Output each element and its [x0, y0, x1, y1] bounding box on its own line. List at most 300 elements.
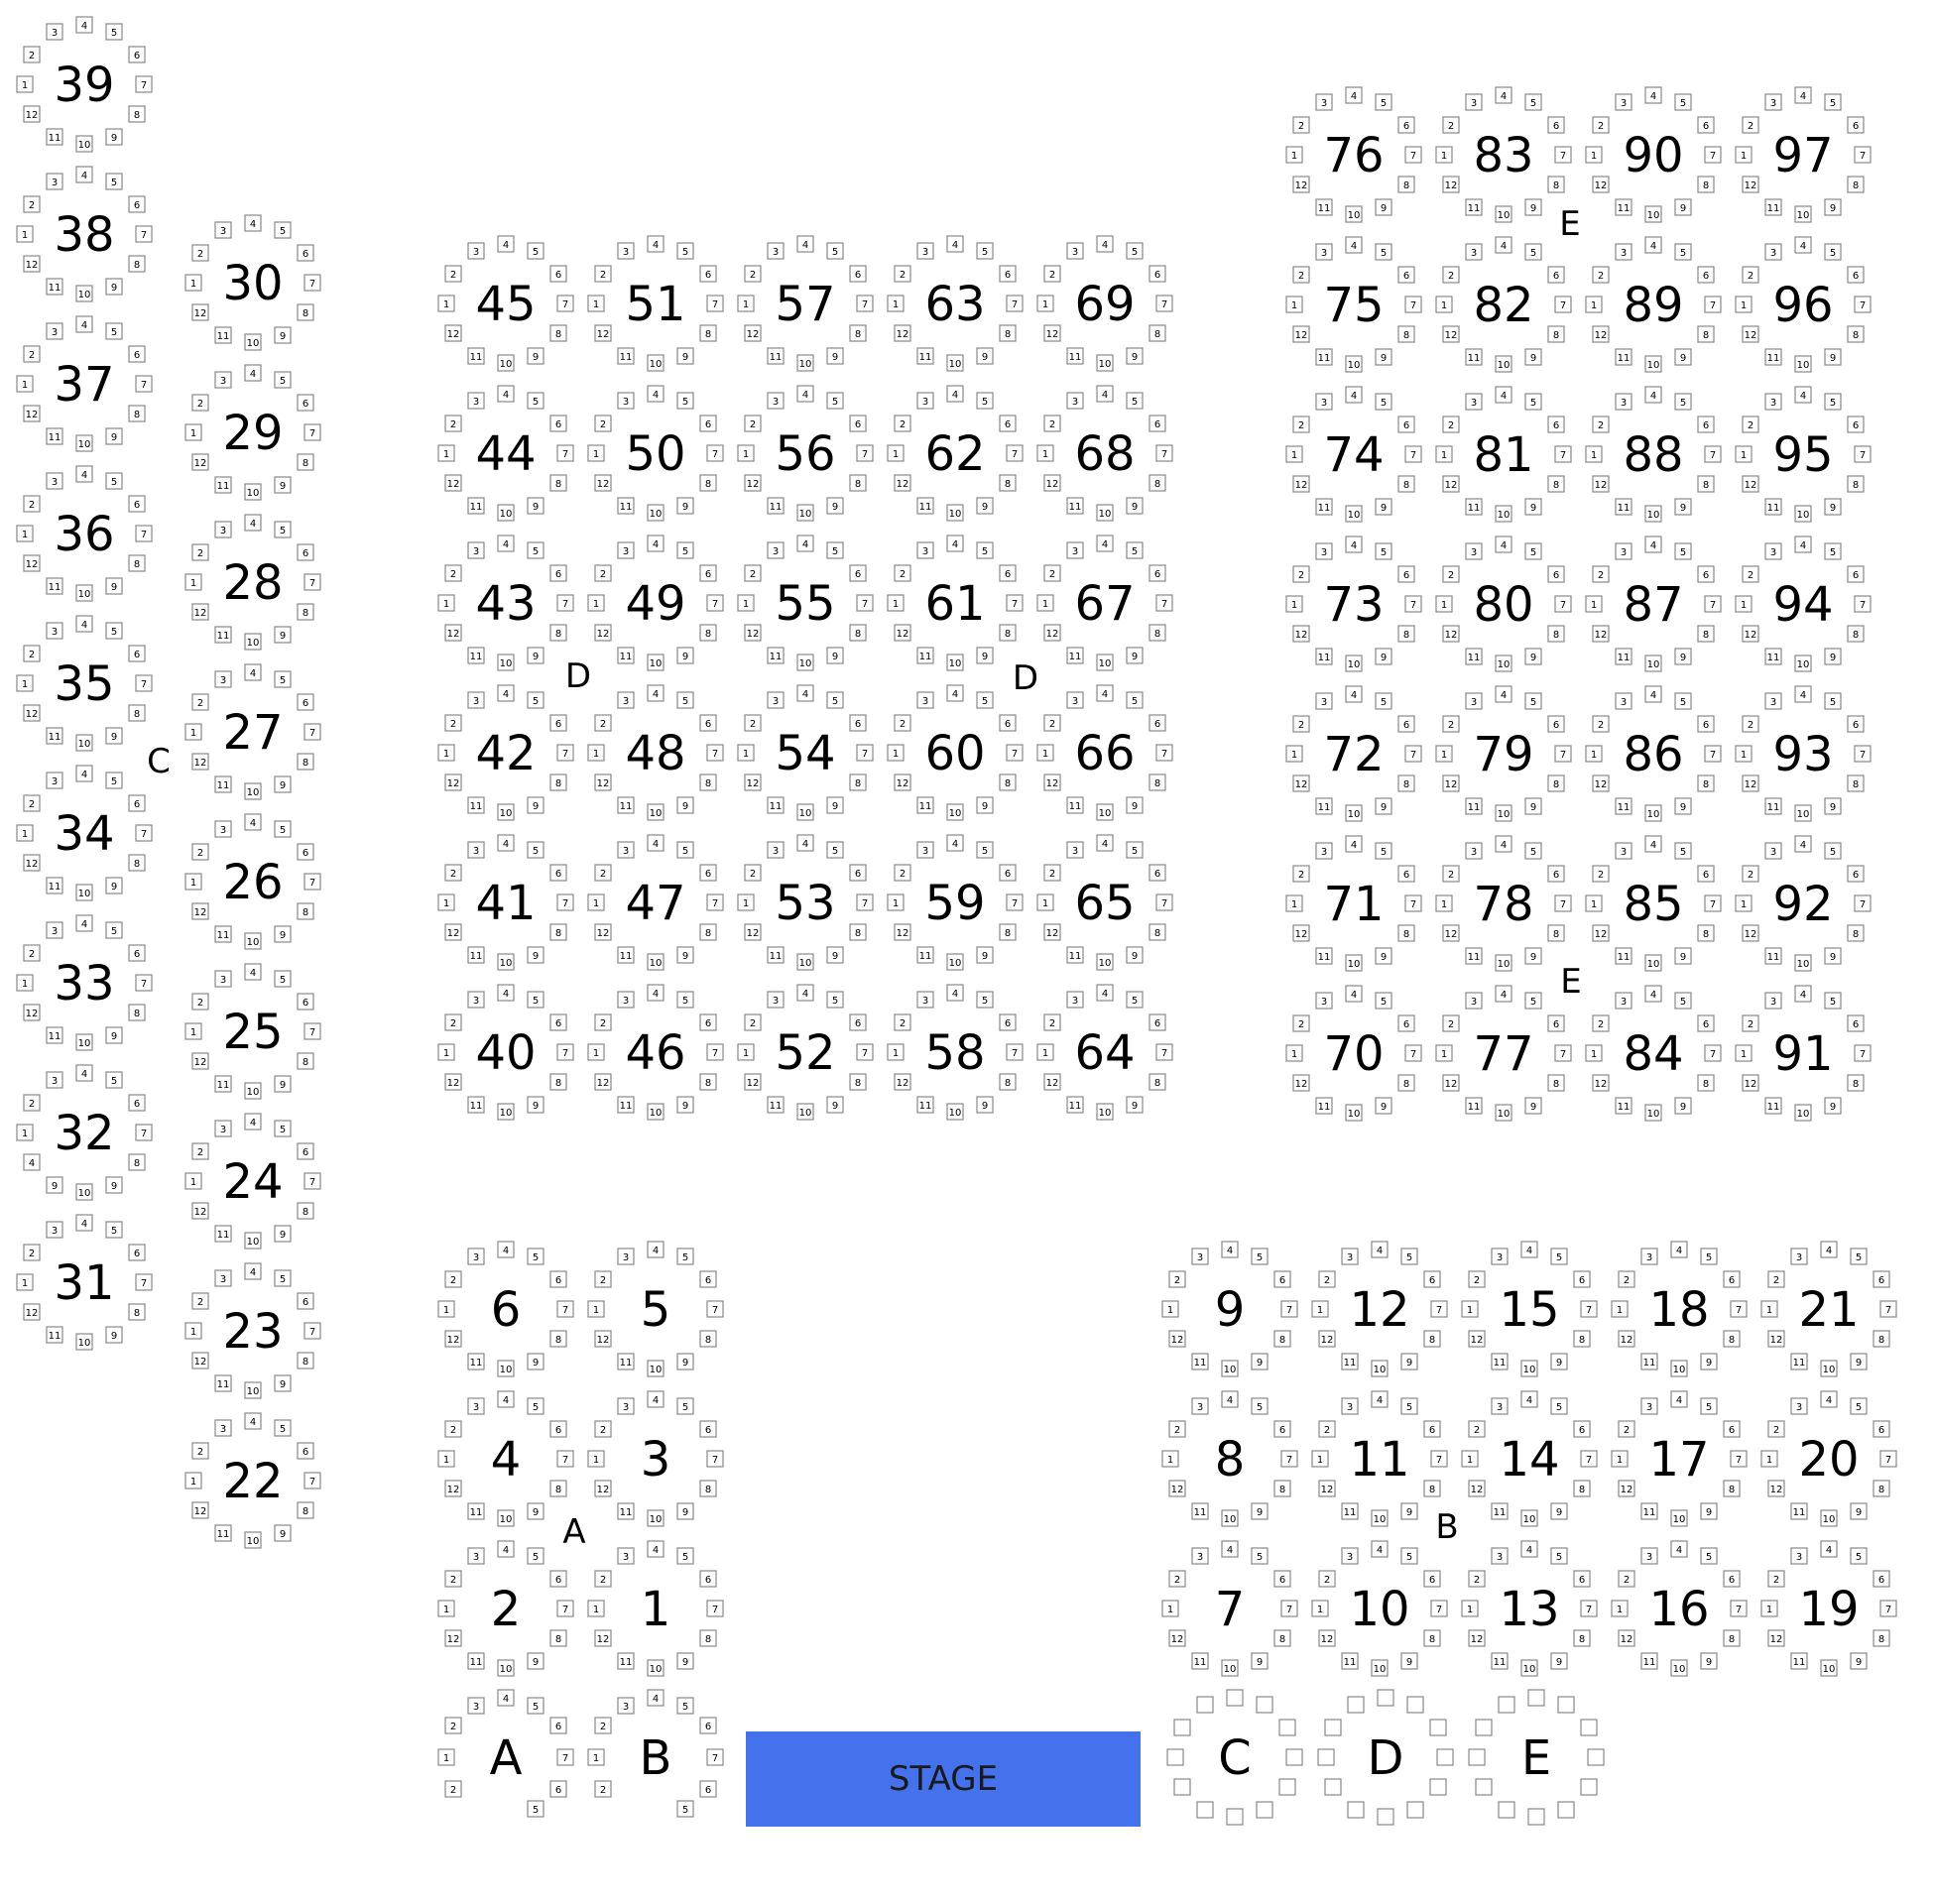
seat[interactable] — [245, 664, 261, 680]
seat[interactable] — [528, 842, 544, 858]
seat[interactable] — [1671, 1242, 1687, 1257]
seat[interactable] — [550, 1331, 566, 1347]
seat[interactable] — [1645, 1105, 1661, 1121]
seat[interactable] — [1848, 1075, 1864, 1091]
seat[interactable] — [1761, 1601, 1777, 1616]
seat[interactable] — [1149, 1074, 1165, 1090]
seat[interactable] — [1405, 1045, 1421, 1061]
seat[interactable] — [977, 842, 993, 858]
table-91[interactable] — [1736, 986, 1871, 1121]
seat[interactable] — [76, 286, 92, 301]
seat[interactable] — [47, 473, 62, 489]
seat[interactable] — [1097, 386, 1113, 402]
seat[interactable] — [1768, 1421, 1784, 1437]
seat[interactable] — [1551, 1548, 1567, 1564]
seat[interactable] — [1548, 716, 1564, 732]
seat[interactable] — [797, 1104, 813, 1120]
seat[interactable] — [1162, 1601, 1178, 1616]
seat[interactable] — [275, 671, 291, 687]
seat[interactable] — [215, 1525, 231, 1541]
seat[interactable] — [136, 975, 152, 991]
seat[interactable] — [129, 795, 145, 811]
table-61[interactable] — [888, 536, 1023, 670]
seat[interactable] — [1316, 649, 1332, 664]
seat[interactable] — [1731, 1451, 1747, 1467]
table-96[interactable] — [1736, 237, 1871, 372]
seat[interactable] — [1312, 1601, 1328, 1616]
seat[interactable] — [595, 924, 611, 940]
table-44[interactable] — [438, 386, 573, 521]
seat[interactable] — [1127, 947, 1143, 963]
seat[interactable] — [1743, 566, 1758, 582]
seat[interactable] — [445, 1421, 461, 1437]
seat[interactable] — [1743, 1075, 1758, 1091]
seat[interactable] — [595, 1271, 611, 1287]
seat[interactable] — [648, 505, 664, 521]
seat[interactable] — [1044, 475, 1060, 491]
seat[interactable] — [1795, 836, 1811, 852]
seat[interactable] — [468, 648, 484, 663]
seat[interactable] — [557, 745, 573, 761]
seat[interactable] — [192, 1443, 208, 1459]
seat[interactable] — [1000, 924, 1016, 940]
seat[interactable] — [588, 1044, 604, 1060]
seat[interactable] — [768, 393, 784, 409]
seat[interactable] — [677, 1097, 693, 1113]
seat[interactable] — [1227, 1690, 1243, 1706]
seat[interactable] — [917, 393, 933, 409]
table-64[interactable] — [1037, 985, 1172, 1120]
table-38[interactable] — [17, 167, 152, 301]
seat[interactable] — [1795, 536, 1811, 552]
seat[interactable] — [595, 625, 611, 641]
seat[interactable] — [445, 1630, 461, 1646]
seat[interactable] — [1593, 267, 1609, 283]
table-66[interactable] — [1037, 685, 1172, 820]
seat[interactable] — [797, 804, 813, 820]
seat[interactable] — [1743, 416, 1758, 432]
seat[interactable] — [1581, 1779, 1597, 1795]
seat[interactable] — [1398, 626, 1414, 642]
seat[interactable] — [1675, 244, 1691, 260]
seat[interactable] — [1645, 356, 1661, 372]
seat[interactable] — [1007, 445, 1023, 461]
seat[interactable] — [1007, 296, 1023, 311]
seat[interactable] — [528, 243, 544, 259]
seat[interactable] — [1701, 1249, 1717, 1264]
seat[interactable] — [1821, 1660, 1837, 1676]
seat[interactable] — [1574, 1481, 1590, 1496]
table-25[interactable] — [185, 964, 320, 1099]
seat[interactable] — [1127, 542, 1143, 558]
seat[interactable] — [1736, 297, 1752, 312]
seat[interactable] — [1325, 1720, 1341, 1735]
seat[interactable] — [1466, 349, 1482, 365]
seat[interactable] — [47, 24, 62, 40]
seat[interactable] — [1149, 625, 1165, 641]
seat[interactable] — [1286, 297, 1302, 312]
seat[interactable] — [1525, 693, 1541, 709]
seat[interactable] — [1496, 986, 1511, 1002]
seat[interactable] — [1765, 349, 1781, 365]
seat[interactable] — [1346, 986, 1362, 1002]
seat[interactable] — [1645, 387, 1661, 403]
seat[interactable] — [106, 922, 122, 938]
seat[interactable] — [275, 627, 291, 643]
seat[interactable] — [129, 256, 145, 272]
seat[interactable] — [648, 1242, 664, 1257]
seat[interactable] — [304, 424, 320, 440]
seat[interactable] — [1293, 326, 1309, 342]
seat[interactable] — [850, 1074, 866, 1090]
seat[interactable] — [1316, 394, 1332, 410]
seat[interactable] — [1671, 1391, 1687, 1407]
seat[interactable] — [550, 1571, 566, 1587]
table-69[interactable] — [1037, 236, 1172, 371]
seat[interactable] — [857, 745, 873, 761]
seat[interactable] — [1645, 805, 1661, 821]
seat[interactable] — [528, 1249, 544, 1264]
seat[interactable] — [1437, 1749, 1453, 1765]
seat[interactable] — [1675, 499, 1691, 515]
seat[interactable] — [1469, 1331, 1485, 1347]
seat[interactable] — [215, 1076, 231, 1092]
table-A[interactable] — [438, 1690, 573, 1817]
seat[interactable] — [1398, 1075, 1414, 1091]
seat[interactable] — [1593, 626, 1609, 642]
seat[interactable] — [1376, 499, 1391, 515]
seat[interactable] — [947, 505, 963, 521]
seat[interactable] — [136, 376, 152, 392]
seat[interactable] — [24, 1005, 40, 1020]
seat[interactable] — [1067, 243, 1083, 259]
seat[interactable] — [745, 774, 761, 790]
seat[interactable] — [498, 1660, 514, 1676]
seat[interactable] — [1346, 356, 1362, 372]
seat[interactable] — [1551, 1653, 1567, 1669]
seat[interactable] — [1586, 446, 1602, 462]
seat[interactable] — [677, 692, 693, 708]
seat[interactable] — [1398, 925, 1414, 941]
seat[interactable] — [1037, 445, 1053, 461]
seat[interactable] — [677, 947, 693, 963]
seat[interactable] — [1641, 1354, 1657, 1369]
seat[interactable] — [588, 1749, 604, 1765]
seat[interactable] — [588, 1601, 604, 1616]
seat[interactable] — [1316, 499, 1332, 515]
seat[interactable] — [445, 325, 461, 341]
seat[interactable] — [618, 1249, 634, 1264]
seat[interactable] — [1127, 348, 1143, 364]
table-24[interactable] — [185, 1114, 320, 1249]
seat[interactable] — [1492, 1503, 1508, 1519]
seat[interactable] — [618, 1097, 634, 1113]
seat[interactable] — [1619, 1481, 1634, 1496]
seat[interactable] — [245, 334, 261, 350]
table-8[interactable] — [1162, 1391, 1297, 1526]
seat[interactable] — [1698, 866, 1714, 882]
seat[interactable] — [1319, 1571, 1335, 1587]
seat[interactable] — [304, 1023, 320, 1039]
seat[interactable] — [1067, 842, 1083, 858]
table-53[interactable] — [738, 835, 873, 970]
seat[interactable] — [192, 844, 208, 860]
seat[interactable] — [550, 1718, 566, 1733]
seat[interactable] — [1619, 1421, 1634, 1437]
seat[interactable] — [1525, 543, 1541, 559]
seat[interactable] — [1848, 326, 1864, 342]
seat[interactable] — [700, 1571, 716, 1587]
seat[interactable] — [1149, 1014, 1165, 1030]
seat[interactable] — [1443, 566, 1459, 582]
seat[interactable] — [24, 47, 40, 62]
seat[interactable] — [1675, 349, 1691, 365]
seat[interactable] — [275, 477, 291, 493]
seat[interactable] — [1593, 177, 1609, 192]
seat[interactable] — [1768, 1481, 1784, 1496]
seat[interactable] — [106, 1072, 122, 1088]
seat[interactable] — [1645, 836, 1661, 852]
seat[interactable] — [1555, 746, 1571, 762]
seat[interactable] — [700, 924, 716, 940]
seat[interactable] — [888, 745, 904, 761]
seat[interactable] — [1724, 1331, 1740, 1347]
seat[interactable] — [768, 1097, 784, 1113]
seat[interactable] — [106, 129, 122, 145]
seat[interactable] — [298, 245, 313, 261]
seat[interactable] — [700, 1331, 716, 1347]
seat[interactable] — [192, 544, 208, 560]
seat[interactable] — [768, 498, 784, 514]
seat[interactable] — [1848, 775, 1864, 791]
seat[interactable] — [528, 1653, 544, 1669]
seat[interactable] — [1641, 1398, 1657, 1414]
seat[interactable] — [895, 1014, 910, 1030]
seat[interactable] — [1372, 1242, 1388, 1257]
seat[interactable] — [1293, 1075, 1309, 1091]
seat[interactable] — [1619, 1571, 1634, 1587]
seat[interactable] — [1252, 1354, 1268, 1369]
seat[interactable] — [1197, 1802, 1213, 1818]
table-95[interactable] — [1736, 387, 1871, 522]
seat[interactable] — [1346, 1105, 1362, 1121]
seat[interactable] — [1462, 1451, 1478, 1467]
seat[interactable] — [550, 325, 566, 341]
seat[interactable] — [1316, 543, 1332, 559]
seat[interactable] — [947, 236, 963, 252]
seat[interactable] — [47, 279, 62, 295]
table-42[interactable] — [438, 685, 573, 820]
seat[interactable] — [76, 435, 92, 451]
seat[interactable] — [1037, 595, 1053, 611]
seat[interactable] — [895, 865, 910, 881]
seat[interactable] — [17, 226, 33, 242]
seat[interactable] — [1671, 1510, 1687, 1526]
seat[interactable] — [1825, 948, 1841, 964]
table-6[interactable] — [438, 1242, 573, 1376]
seat[interactable] — [1293, 267, 1309, 283]
table-72[interactable] — [1286, 686, 1421, 821]
seat[interactable] — [438, 745, 454, 761]
seat[interactable] — [468, 797, 484, 813]
seat[interactable] — [1848, 1015, 1864, 1031]
seat[interactable] — [1222, 1541, 1238, 1557]
seat[interactable] — [528, 692, 544, 708]
seat[interactable] — [1252, 1398, 1268, 1414]
seat[interactable] — [707, 595, 723, 611]
seat[interactable] — [1000, 565, 1016, 581]
seat[interactable] — [298, 994, 313, 1010]
seat[interactable] — [618, 393, 634, 409]
seat[interactable] — [1825, 1098, 1841, 1114]
seat[interactable] — [1286, 147, 1302, 163]
seat[interactable] — [1765, 94, 1781, 110]
seat[interactable] — [1067, 648, 1083, 663]
seat[interactable] — [528, 393, 544, 409]
seat[interactable] — [468, 243, 484, 259]
seat[interactable] — [1821, 1510, 1837, 1526]
seat[interactable] — [136, 1274, 152, 1290]
seat[interactable] — [700, 1074, 716, 1090]
seat[interactable] — [1462, 1601, 1478, 1616]
seat[interactable] — [445, 1271, 461, 1287]
seat[interactable] — [917, 692, 933, 708]
seat[interactable] — [895, 416, 910, 431]
seat[interactable] — [1398, 416, 1414, 432]
seat[interactable] — [977, 498, 993, 514]
seat[interactable] — [1619, 1271, 1634, 1287]
seat[interactable] — [298, 754, 313, 770]
seat[interactable] — [595, 1571, 611, 1587]
seat[interactable] — [275, 1121, 291, 1136]
seat[interactable] — [1791, 1354, 1807, 1369]
seat[interactable] — [895, 774, 910, 790]
seat[interactable] — [438, 894, 454, 910]
seat[interactable] — [1274, 1421, 1290, 1437]
seat[interactable] — [1286, 895, 1302, 911]
seat[interactable] — [768, 542, 784, 558]
seat[interactable] — [468, 1548, 484, 1564]
seat[interactable] — [595, 865, 611, 881]
seat[interactable] — [1319, 1421, 1335, 1437]
seat[interactable] — [1346, 955, 1362, 971]
seat[interactable] — [298, 454, 313, 470]
seat[interactable] — [192, 245, 208, 261]
seat[interactable] — [1466, 798, 1482, 814]
seat[interactable] — [185, 275, 201, 291]
seat[interactable] — [129, 1304, 145, 1320]
seat[interactable] — [1286, 1749, 1302, 1765]
seat[interactable] — [17, 76, 33, 92]
seat[interactable] — [588, 1301, 604, 1317]
seat[interactable] — [827, 797, 843, 813]
seat[interactable] — [1616, 244, 1632, 260]
seat[interactable] — [895, 625, 910, 641]
seat[interactable] — [827, 393, 843, 409]
seat[interactable] — [275, 1076, 291, 1092]
table-83[interactable] — [1436, 87, 1571, 222]
seat[interactable] — [648, 536, 664, 551]
table-86[interactable] — [1586, 686, 1721, 821]
seat[interactable] — [1619, 1331, 1634, 1347]
seat[interactable] — [1192, 1354, 1208, 1369]
seat[interactable] — [827, 1097, 843, 1113]
seat[interactable] — [550, 774, 566, 790]
seat[interactable] — [1443, 866, 1459, 882]
seat[interactable] — [1525, 993, 1541, 1009]
seat[interactable] — [677, 1249, 693, 1264]
seat[interactable] — [1252, 1249, 1268, 1264]
seat[interactable] — [648, 1104, 664, 1120]
seat[interactable] — [1675, 843, 1691, 859]
seat[interactable] — [1431, 1301, 1447, 1317]
seat[interactable] — [215, 1420, 231, 1436]
seat[interactable] — [185, 574, 201, 590]
seat[interactable] — [595, 266, 611, 282]
seat[interactable] — [498, 954, 514, 970]
seat[interactable] — [677, 243, 693, 259]
seat[interactable] — [1000, 475, 1016, 491]
seat[interactable] — [1097, 355, 1113, 371]
seat[interactable] — [850, 774, 866, 790]
seat[interactable] — [700, 1718, 716, 1733]
seat[interactable] — [1466, 693, 1482, 709]
seat[interactable] — [298, 1293, 313, 1309]
seat[interactable] — [707, 894, 723, 910]
table-B[interactable] — [588, 1690, 723, 1817]
seat[interactable] — [1701, 1548, 1717, 1564]
seat[interactable] — [1000, 715, 1016, 731]
seat[interactable] — [1671, 1361, 1687, 1376]
seat[interactable] — [1496, 206, 1511, 222]
seat[interactable] — [1528, 1809, 1544, 1825]
seat[interactable] — [1586, 746, 1602, 762]
seat[interactable] — [1736, 895, 1752, 911]
seat[interactable] — [1548, 775, 1564, 791]
seat[interactable] — [1376, 1098, 1391, 1114]
seat[interactable] — [1671, 1660, 1687, 1676]
seat[interactable] — [1825, 993, 1841, 1009]
seat[interactable] — [1492, 1548, 1508, 1564]
seat[interactable] — [1795, 955, 1811, 971]
seat[interactable] — [1342, 1354, 1358, 1369]
table-51[interactable] — [588, 236, 723, 371]
seat[interactable] — [595, 325, 611, 341]
table-35[interactable] — [17, 616, 152, 751]
seat[interactable] — [1641, 1548, 1657, 1564]
seat[interactable] — [136, 76, 152, 92]
seat[interactable] — [17, 825, 33, 841]
seat[interactable] — [304, 1473, 320, 1488]
seat[interactable] — [76, 1334, 92, 1350]
seat[interactable] — [528, 648, 544, 663]
seat[interactable] — [1149, 325, 1165, 341]
seat[interactable] — [1097, 835, 1113, 851]
seat[interactable] — [215, 522, 231, 537]
seat[interactable] — [1274, 1331, 1290, 1347]
seat[interactable] — [47, 129, 62, 145]
seat[interactable] — [1316, 244, 1332, 260]
seat[interactable] — [1424, 1571, 1440, 1587]
seat[interactable] — [1586, 1045, 1602, 1061]
seat[interactable] — [445, 715, 461, 731]
seat[interactable] — [1791, 1653, 1807, 1669]
seat[interactable] — [1424, 1481, 1440, 1496]
seat[interactable] — [1645, 986, 1661, 1002]
seat[interactable] — [438, 1044, 454, 1060]
seat[interactable] — [1149, 865, 1165, 881]
seat[interactable] — [745, 924, 761, 940]
